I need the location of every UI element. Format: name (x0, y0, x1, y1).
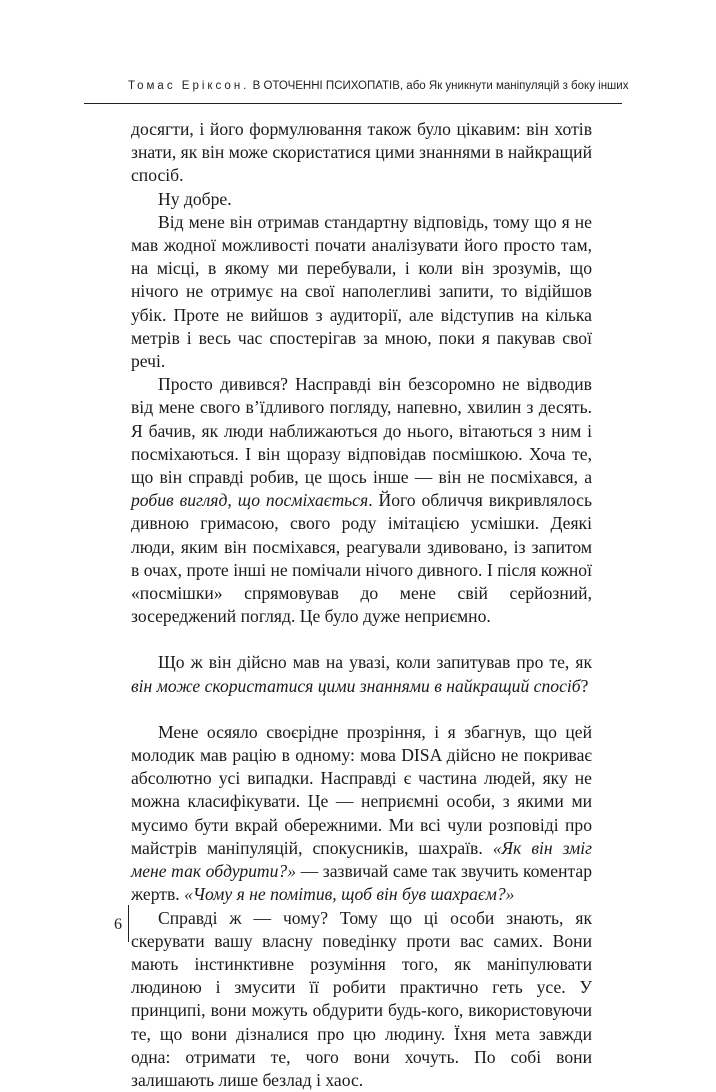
paragraph-text: досягти, і його формулювання також було цікавим: він хотів знати, як він може скористатися цими знаннями в найкращий спосіб. (131, 119, 592, 185)
running-header (128, 80, 588, 92)
paragraph (131, 721, 592, 907)
paragraph (131, 118, 592, 188)
italic-emphasis: він може скористатися цими знаннями в найкращий спосіб (131, 676, 581, 696)
paragraph-text: Від мене він отримав стандартну відповідь, тому що я не мав жодної можливості почати аналізувати його просто там, на місці, в якому ми перебували, і коли він зрозумів, що нічого не отримує на свої наполегливі запити, то відійшов убік. Проте не вийшов з аудиторії, але відступив на кілька метрів і весь час спостерігав за мною, поки я пакував свої речі. (131, 212, 592, 371)
paragraph-text: . Його обличчя викривлялось дивною гримасою, свого роду імітацією усмішки. Деякі люди, яким він посміхався, реагували здивовано, із запитом в очах, проте інші не помічали нічого дивного. І після кожної «посмішки» спрямовував до мене свій серйозний, зосереджений погляд. Це було дуже неприємно. (131, 490, 592, 626)
paragraph (131, 373, 592, 628)
header-author: Томас Еріксон. (128, 80, 249, 92)
paragraph-text: — зазвичай саме так звучить коментар жертв. (131, 861, 592, 904)
page-number-rule (128, 905, 129, 942)
paragraph (131, 907, 592, 1092)
paragraph-text: Просто дивився? Насправді він безсоромно не відводив від мене свого в’їдливого погляду, напевно, хвилин з десять. Я бачив, як люди наближаються до нього, вітаються з ним і посміхаються. І він щоразу відповідав посмішкою. Хоча те, що він справді робив, це щось інше — він не посміхався, а (131, 374, 592, 487)
paragraph-text: ? (581, 676, 589, 696)
paragraph (131, 211, 592, 373)
paragraph-text: Що ж він дійсно мав на увазі, коли запитував про те, як (158, 652, 592, 672)
page-number: 6 (114, 916, 122, 934)
paragraph-text: Мене осяяло своєрідне прозріння, і я збагнув, що цей молодик мав рацію в одному: мова DISA дійсно не покриває абсолютно усі випадки. Насправді є частина людей, яку не можна класифікувати. Це — неприємні особи, з якими ми мусимо бути вкрай обережними. Ми всі чули розповіді про майстрів маніпуляцій, спокусників, шахраїв. (131, 722, 592, 858)
body-text (131, 118, 592, 1092)
paragraph-text: Справді ж — чому? Тому що ці особи знають, як скерувати вашу власну поведінку проти вас самих. Вони мають інстинктивне розуміння того, як маніпулювати людиною і змусити її робити практично геть усе. У принципі, вони можуть обдурити будь-кого, використовуючи те, що вони дізналися про цю людину. Їхня мета завжди одна: отримати те, чого вони хочуть. По собі вони залишають лише безлад і хаос. (131, 908, 592, 1090)
paragraph (131, 651, 592, 697)
header-book-title: В ОТОЧЕННІ ПСИХОПАТІВ, або Як уникнути маніпуляцій з боку інших (253, 80, 629, 92)
italic-quote: «Як він зміг мене так обдурити?» (131, 838, 592, 881)
paragraph (131, 188, 592, 211)
italic-quote: «Чому я не помітив, щоб він був шахраєм?» (184, 884, 514, 904)
paragraph-text: Ну добре. (158, 189, 232, 209)
header-divider (84, 103, 622, 104)
italic-emphasis: робив вигляд, що посміхається (131, 490, 368, 510)
